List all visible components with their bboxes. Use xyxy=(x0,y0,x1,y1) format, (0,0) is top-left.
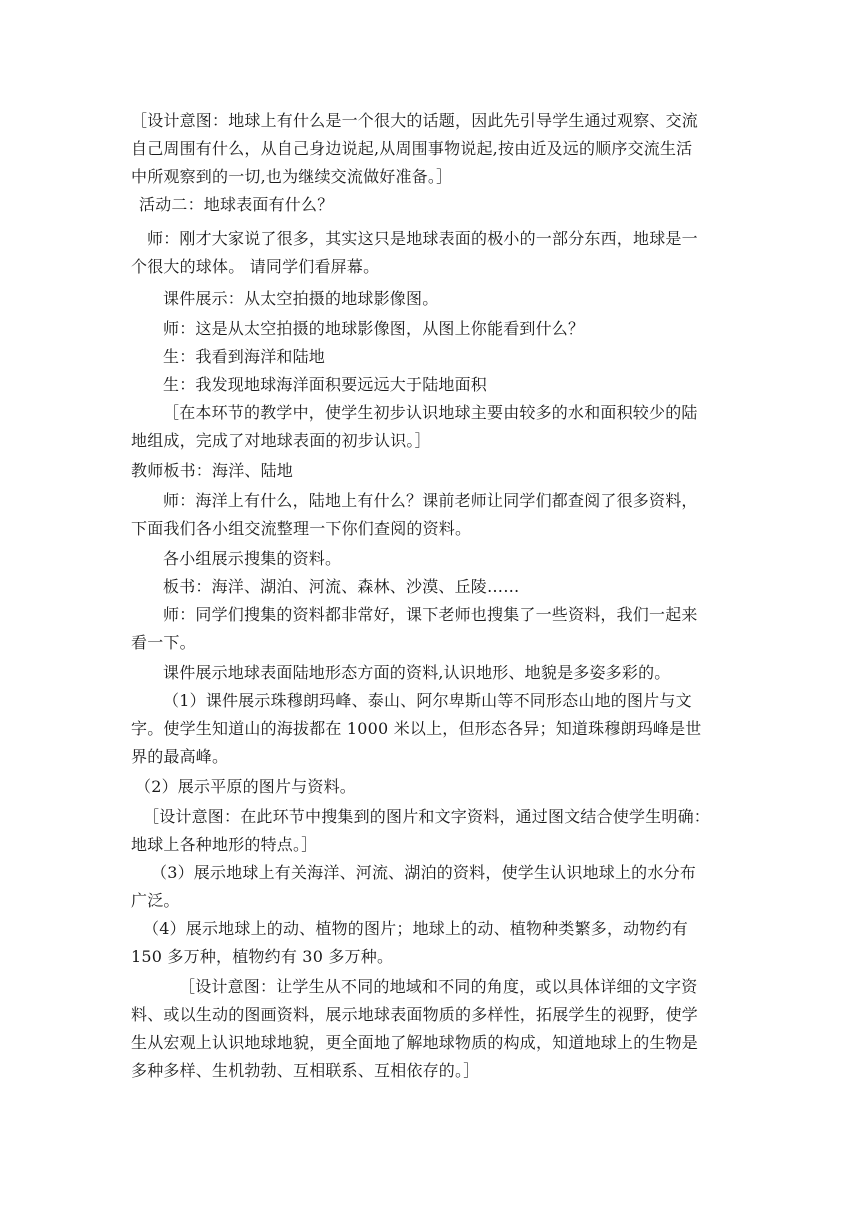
section-heading: 活动二：地球表面有什么？ xyxy=(139,195,334,214)
text-line: 教师板书：海洋、陆地 xyxy=(131,461,294,480)
text-line: 师：同学们搜集的资料都非常好，课下老师也搜集了一些资料，我们一起来 xyxy=(163,605,698,624)
text-line: 师：海洋上有什么，陆地上有什么？课前老师让同学们都查阅了很多资料， xyxy=(163,491,698,510)
text-line: 个很大的球体。 请同学们看屏幕。 xyxy=(131,257,380,276)
text-line: 生从宏观上认识地球地貌，更全面地了解地球物质的构成，知道地球上的生物是 xyxy=(131,1033,699,1052)
text-line: ［设计意图：让学生从不同的地域和不同的角度，或以具体详细的文字资 xyxy=(179,977,698,996)
text-line: 地球上各种地形的特点。］ xyxy=(131,835,318,854)
text-line: 中所观察到的一切,也为继续交流做好准备。］ xyxy=(131,167,453,186)
text-line: 多种多样、生机勃勃、互相联系、互相依存的。］ xyxy=(131,1061,480,1080)
text-line: （3）展示地球上有关海洋、河流、湖泊的资料，使学生认识地球上的水分布 xyxy=(151,863,696,882)
text-line: （1）课件展示珠穆朗玛峰、泰山、阿尔卑斯山等不同形态山地的图片与文 xyxy=(163,691,692,710)
text-line: 自己周围有什么，从自己身边说起,从周围事物说起,按由近及远的顺序交流生活 xyxy=(131,139,693,158)
text-line: 广泛。 xyxy=(131,891,180,910)
text-line: 生：我看到海洋和陆地 xyxy=(163,347,326,366)
text-line: 板书：海洋、湖泊、河流、森林、沙漠、丘陵…… xyxy=(163,577,520,596)
text-line: 生：我发现地球海洋面积要远远大于陆地面积 xyxy=(163,375,488,394)
text-line: 料、或以生动的图画资料，展示地球表面物质的多样性，拓展学生的视野，使学 xyxy=(131,1005,699,1024)
text-line: 课件展示：从太空拍摄的地球影像图。 xyxy=(163,289,439,308)
text-line: 师：这是从太空拍摄的地球影像图，从图上你能看到什么？ xyxy=(163,319,585,338)
text-line: 界的最高峰。 xyxy=(131,747,229,766)
text-line: （4）展示地球上的动、植物的图片；地球上的动、植物种类繁多，动物约有 xyxy=(143,919,688,938)
text-line: ［设计意图：在此环节中搜集到的图片和文字资料，通过图文结合使学生明确： xyxy=(143,807,711,826)
text-line: （2）展示平原的图片与资料。 xyxy=(135,777,356,796)
text-line: 各小组展示搜集的资料。 xyxy=(163,549,342,568)
text-line: ［设计意图：地球上有什么是一个很大的话题，因此先引导学生通过观察、交流 xyxy=(131,111,699,130)
text-line: 地组成，完成了对地球表面的初步认识。］ xyxy=(131,431,431,450)
text-line: 150 多万种，植物约有 30 多万种。 xyxy=(131,947,394,966)
text-line: ［在本环节的教学中，使学生初步认识地球主要由较多的水和面积较少的陆 xyxy=(163,403,698,422)
text-line: 课件展示地球表面陆地形态方面的资料,认识地形、地貌是多姿多彩的。 xyxy=(163,663,671,682)
text-line: 下面我们各小组交流整理一下你们查阅的资料。 xyxy=(131,519,472,538)
text-line: 字。使学生知道山的海拔都在 1000 米以上，但形态各异；知道珠穆朗玛峰是世 xyxy=(131,719,702,738)
text-line: 师：刚才大家说了很多，其实这只是地球表面的极小的一部分东西，地球是一 xyxy=(147,229,698,248)
text-line: 看一下。 xyxy=(131,633,196,652)
